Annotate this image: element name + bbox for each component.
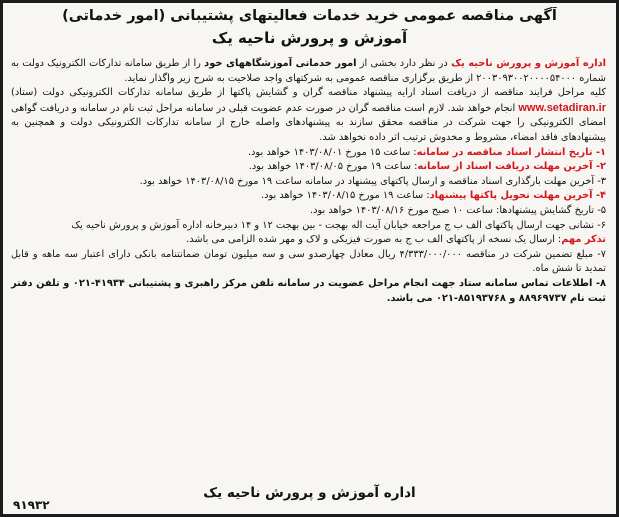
list-item: [11, 175, 606, 190]
list-item: [11, 146, 606, 161]
guarantee-item: ۷- مبلغ تضمین شرکت در مناقصه ۴/۳۳۳/۰۰۰/۰۰۰ ریال معادل چهارصدو سی و سه میلیون تومان ضمانتنامه بانکی دارای اعتبار سه ماهه و قابل تمدید تا شش ماه.: [11, 248, 606, 275]
ad-code: ۹۱۹۳۲: [13, 498, 50, 512]
contact-item: ۸- اطلاعات تماس سامانه ستاد جهت انجام مراحل عضویت در سامانه تلفن مرکز راهبری و پشتیبانی ۴۱۹۳۴-۰۲۱ و تلفن دفتر ثبت نام ۸۸۹۶۹۷۳۷ و ۸۵۱۹۳۷۶۸-۰۲۱ می باشد.: [11, 277, 607, 304]
notice-title: آگهی مناقصه عمومی خرید خدمات فعالیتهای پشتیبانی (امور خدماتی): [62, 8, 557, 24]
item-label: ۴- آخرین مهلت تحویل پاکتها پیشنهاد: [429, 190, 606, 202]
setad-url: www.setadiran.ir: [518, 101, 606, 114]
notice-subtitle: آموزش و پرورش ناحیه یک: [211, 29, 408, 47]
important-note: [11, 233, 606, 248]
process-text-1: کلیه مراحل فرایند مناقصه از دریافت اسناد ارایه پیشنهاد مناقصه گران و گشایش پاکتها از طریق سامانه تدارکات الکترونیکی دولت (ستاد): [11, 87, 606, 99]
intro-highlight: امور خدماتی آموزشگاههای خود: [204, 58, 357, 69]
intro-paragraph: [11, 57, 606, 86]
list-item: [11, 160, 606, 175]
item-value: : ساعت ۱۵ مورخ ۱۴۰۳/۰۸/۰۱ خواهد بود.: [247, 146, 417, 158]
process-text-2: انجام خواهد شد. لازم است مناقصه گران در صورت عدم عضویت قبلی در سامانه مراحل ثبت نام در سامانه و دریافت گواهی امضای الکترونیکی را جهت شرکت در مناقصه محقق سازند به پیشنهادهای واصله خارج از سامانه تدارکات الکترونیکی دولت و همچنین به پیشنهادهای فاقد امضاء، مشروط و مخدوش ترتیب اثر داده نخواهد شد.: [11, 102, 606, 143]
list-item: [11, 219, 606, 234]
item-value: ۶- نشانی جهت ارسال پاکتهای الف ب ج مراجعه خیابان آیت اله بهجت - بین بهجت ۱۲ و ۱۴ دبیرخانه اداره آموزش و پرورش ناحیه یک: [71, 219, 606, 231]
footer-org: اداره آموزش و پرورش ناحیه یک: [203, 485, 416, 501]
intro-text-1: در نظر دارد بخشی از: [356, 58, 452, 69]
list-item: [11, 204, 606, 219]
note-label: تذکر مهم: [561, 234, 606, 246]
org-name: اداره آموزش و پرورش ناحیه یک: [451, 58, 607, 69]
list-item: [11, 189, 606, 204]
intro-text-2: را از طریق سامانه تدارکات الکترونیک دولت به شماره ۲۰۰۳۰۹۳۰۰۲۰۰۰۰۵۴۰۰۰ از طریق برگزاری مناقصه عمومی به شرکتهای واجد صلاحیت به شرح زیر واگذار نماید.: [11, 58, 606, 84]
item-value: : ساعت ۱۹ مورخ ۱۴۰۳/۰۸/۱۵ خواهد بود.: [260, 190, 430, 202]
item-label: ۲- آخرین مهلت دریافت اسناد از سامانه: [417, 161, 606, 173]
note-text: : ارسال یک نسخه از پاکتهای الف ب ج به صورت فیزیکی و لاک و مهر شده الزامی می باشد.: [186, 234, 562, 246]
item-value: : ساعت ۱۹ مورخ ۱۴۰۳/۰۸/۰۵ خواهد بود.: [248, 161, 418, 173]
item-value: ۵- تاریخ گشایش پیشنهادها: ساعت ۱۰ صبح مورخ ۱۴۰۳/۰۸/۱۶ خواهد بود.: [309, 204, 606, 216]
item-value: ۳- آخرین مهلت بارگذاری اسناد مناقصه و ارسال پاکتهای پیشنهاد در سامانه ساعت ۱۹ مورخ ۱۴۰۳/۰۸/۱۵ خواهد بود.: [139, 175, 606, 187]
item-label: ۱- تاریخ انتشار اسناد مناقصه در سامانه: [416, 146, 606, 158]
notice-body: [11, 57, 606, 306]
process-paragraph: [11, 86, 606, 145]
